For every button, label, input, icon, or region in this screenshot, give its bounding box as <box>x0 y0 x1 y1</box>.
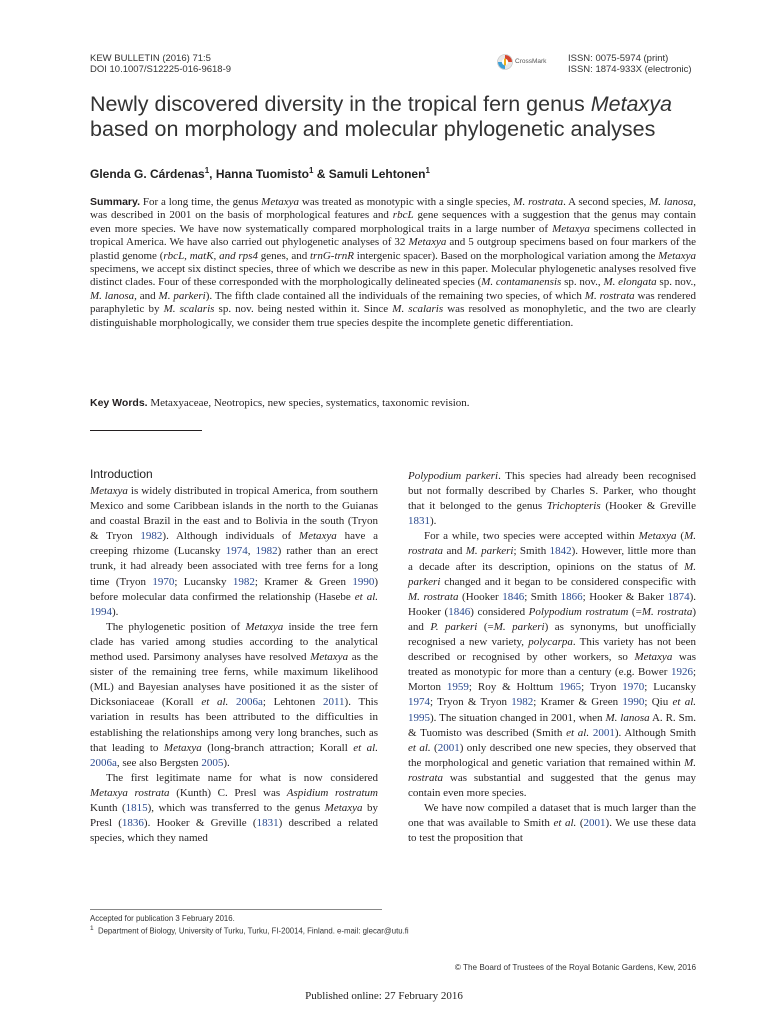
paragraph-6: We have now compiled a dataset that is much larger than the one that was available to Smith et al. (2001). We use these data to test the proposition that <box>408 802 697 845</box>
footnote-divider <box>90 909 382 910</box>
crossmark-label: CrossMark <box>515 58 547 65</box>
citation-link[interactable]: 1982 <box>255 545 278 558</box>
section-divider <box>90 430 202 431</box>
issn-electronic: ISSN: 1874-933X (electronic) <box>568 64 692 75</box>
author-2: Hanna Tuomisto <box>215 167 309 181</box>
citation-link[interactable]: 2001 <box>437 741 460 754</box>
citation-link[interactable]: 1965 <box>559 681 582 694</box>
abstract: Summary. For a long time, the genus Metaxya was treated as monotypic with a single species, M. rostrata. A second species, M. lanosa, was described in 2001 on the basis of morphological features and rbcL gene sequences with a suggestion that the genus may contain even more species. We have now systematically compared morphological traits in a large number of Metaxya specimens collected in tropical America. We have also carried out phylogenetic analyses of 32 Metaxya and 5 outgroup specimens based on four markers of the plastid genome (rbcL, matK, and rps4 genes, and trnG-trnR intergenic spacer). Based on the morphological variation among the Metaxya specimens, we accept six distinct species, three of which we describe as new in this paper. Molecular phylogenetic analyses resolved five distinct clades. Four of these corresponded with the morphologically delineated species (M. contamanensis sp. nov., M. elongata sp. nov., M. lanosa, and M. parkeri). The fifth clade contained all the individuals of the remaining two species, of which M. rostrata was rendered paraphyletic by M. scalaris sp. nov. being nested within it. Since M. scalaris was resolved as monophyletic, and the two are clearly distinguishable morphologically, we consider them true species despite the incomplete genetic differentiation. <box>90 196 697 329</box>
footnotes <box>90 914 510 937</box>
author-3: Samuli Lehtonen <box>328 167 426 181</box>
citation-link[interactable]: 1982 <box>232 575 255 588</box>
citation-link[interactable]: 1874 <box>667 590 690 603</box>
citation-link[interactable]: 1970 <box>622 681 645 694</box>
citation-link[interactable]: 2001 <box>583 817 606 830</box>
crossmark-badge[interactable] <box>497 54 549 70</box>
copyright: © The Board of Trustees of the Royal Botanic Gardens, Kew, 2016 <box>454 963 696 972</box>
citation-link[interactable]: 1990 <box>352 575 375 588</box>
keywords-label: Key Words. <box>90 397 148 409</box>
abstract-label: Summary. <box>90 196 140 208</box>
article-title: Newly discovered diversity in the tropical fern genus Metaxya based on morphology and molecular phylogenetic analyses <box>90 92 672 141</box>
paragraph-2: The phylogenetic position of Metaxya inside the tree fern clade has varied among studies according to the analytical method used. Parsimony analyses have resolved Metaxya as the sister of the remaining tree ferns, while maximum likelihood (ML) and Bayesian analyses have positioned it as the sister of Dicksoniaceae (Korall et al. 2006a; Lehtonen 2011). This variation in results has been attributed to the difficulties in establishing the relationships among very long branches, such as that leading to Metaxya (long-branch attraction; Korall et al. 2006a, see also Bergsten 2005). <box>90 620 379 769</box>
citation-link[interactable]: 2011 <box>322 696 345 709</box>
citation-link[interactable]: 2001 <box>592 726 615 739</box>
citation-link[interactable]: 2005 <box>201 756 224 769</box>
citation-link[interactable]: 1995 <box>408 711 430 724</box>
citation-link[interactable]: 1994 <box>90 605 112 618</box>
citation-link[interactable]: 1846 <box>448 605 471 618</box>
paragraph-1: Metaxya is widely distributed in tropical America, from southern Mexico and some Caribbean islands in the north to the Guianas and coastal Brazil in the east and to Bolivia in the south (Tryon & Tryon 1982). Although individuals of Metaxya have a creeping rhizome (Lucansky 1974, 1982) rather than an erect trunk, it had already been associated with tree ferns for a long time (Tryon 1970; Lucansky 1982; Kramer & Green 1990) before molecular data confirmed the relationship (Hasebe et al. 1994). <box>90 485 379 618</box>
citation-link[interactable]: 1982 <box>511 696 534 709</box>
column-left <box>90 466 378 846</box>
paragraph-3: The first legitimate name for what is now considered Metaxya rostrata (Kunth) C. Presl was Aspidium rostratum Kunth (1815), which was transferred to the genus Metaxya by Presl (1836). Hooker & Greville (1831) described a related species, which they named <box>90 771 379 845</box>
citation-link[interactable]: 2006a <box>90 756 117 769</box>
keywords: Key Words. Metaxyaceae, Neotropics, new species, systematics, taxonomic revision. <box>90 397 470 409</box>
citation-link[interactable]: 1831 <box>408 515 430 528</box>
citation-link[interactable]: 1842 <box>549 545 572 558</box>
citation-link[interactable]: 1970 <box>152 575 175 588</box>
citation-link[interactable]: 1831 <box>256 817 279 830</box>
citation-link[interactable]: 1974 <box>408 696 430 709</box>
issn-print: ISSN: 0075-5974 (print) <box>568 53 669 64</box>
published-online: Published online: 27 February 2016 <box>305 990 463 1002</box>
journal-citation: KEW BULLETIN (2016) 71:5 <box>90 53 211 64</box>
citation-link[interactable]: 1836 <box>121 817 144 830</box>
citation-link[interactable]: 1982 <box>140 530 163 543</box>
author-list: Glenda G. Cárdenas$^1$, Hanna Tuomisto$^1$ & Samuli Lehtonen$^1$ <box>90 166 430 181</box>
crossmark-icon <box>497 54 513 70</box>
citation-link[interactable]: 1974 <box>225 545 248 558</box>
accepted-date: Accepted for publication 3 February 2016. <box>90 914 235 923</box>
citation-link[interactable]: 1866 <box>560 590 583 603</box>
paragraph-4: Polypodium parkeri. This species had already been recognised but not formally described by Charles S. Parker, who thought that it belonged to the genus Trichopteris (Hooker & Greville 1831). <box>408 470 696 528</box>
citation-link[interactable]: 2006a <box>236 696 263 709</box>
affiliation-footnote: $^1$ Department of Biology, University of Turku, Turku, FI-20014, Finland. e-mail: glecar@utu.fi <box>90 925 409 936</box>
author-1: Glenda G. Cárdenas <box>90 167 205 181</box>
section-heading-introduction: Introduction <box>90 467 153 481</box>
citation-link[interactable]: 1815 <box>125 801 148 814</box>
journal-header <box>90 53 231 75</box>
doi[interactable]: DOI 10.1007/S12225-016-9618-9 <box>90 64 232 75</box>
citation-link[interactable]: 1990 <box>622 696 645 709</box>
paragraph-5: For a while, two species were accepted within Metaxya (M. rostrata and M. parkeri; Smith 1842). However, little more than a decade after its description, opinions on the status of M. parkeri changed and it began to be considered conspecific with M. rostrata (Hooker 1846; Smith 1866; Hooker & Baker 1874). Hooker (1846) considered Polypodium rostratum (=M. rostrata) and P. parkeri (=M. parkeri) as synonyms, but unofficially recognised a new variety, polycarpa. This variety has not been described or recognised by other workers, so Metaxya was treated as monotypic for more than a century (e.g. Bower 1926; Morton 1959; Roy & Holttum 1965; Tryon 1970; Lucansky 1974; Tryon & Tryon 1982; Kramer & Green 1990; Qiu et al. 1995). The situation changed in 2001, when M. lanosa A. R. Sm. & Tuomisto was described (Smith et al. 2001). Although Smith et al. (2001) only described one new species, they observed that the morphological and genetic variation that remained within M. rostrata was substantial and suggested that the genus may contain even more species. <box>408 530 697 799</box>
column-right <box>408 469 696 846</box>
citation-link[interactable]: 1846 <box>502 590 525 603</box>
citation-link[interactable]: 1959 <box>446 681 469 694</box>
citation-link[interactable]: 1926 <box>670 666 693 679</box>
issn-block <box>568 53 692 75</box>
